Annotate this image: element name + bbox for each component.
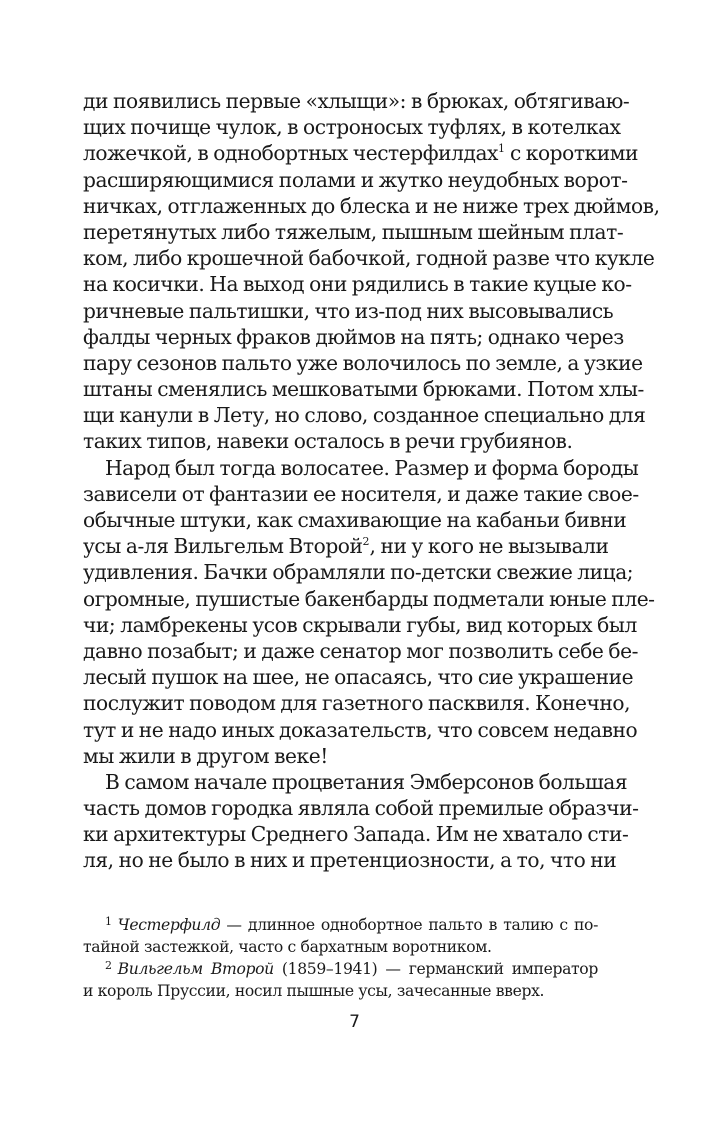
- text-line: щи канули в Лету, но слово, созданное специально для: [83, 403, 646, 428]
- text-line: на косички. На выход они рядились в такие куцые ко-: [83, 272, 632, 297]
- footnote-ref-2[interactable]: 2: [362, 535, 370, 549]
- footnote-line: тайной застежкой, часто с бархатным воротником.: [83, 938, 492, 956]
- footnote-text: — длинное однобортное пальто в талию с по-: [220, 916, 598, 934]
- text-segment: с короткими: [504, 141, 638, 166]
- text-line: ди появились первые «хлыщи»: в брюках, обтягиваю-: [83, 89, 630, 113]
- text-line: пару сезонов пальто уже волочилось по земле, а узкие: [83, 350, 643, 375]
- footnote-2: [83, 958, 598, 1002]
- paragraph: [83, 455, 655, 769]
- text-line: мы жили в другом веке!: [83, 743, 328, 768]
- text-line: давно позабыт; и даже сенатор мог позволить себе бе-: [83, 638, 638, 663]
- footnotes: [83, 914, 598, 1002]
- text-line: ля, но не было в них и претенциозности, а то, что ни: [83, 848, 617, 873]
- text-line: В самом начале процветания Эмберсонов большая: [105, 769, 628, 794]
- page-number: 7: [349, 1012, 360, 1032]
- text-line: ричневые пальтишки, что из-под них высовывались: [83, 298, 614, 323]
- footnote-number: 1: [105, 915, 112, 928]
- text-line: [83, 140, 638, 166]
- text-line: лесый пушок на шее, не опасаясь, что сие украшение: [83, 665, 634, 690]
- footnote-term: Вильгельм Второй: [117, 960, 274, 978]
- text-segment: усы а-ля Вильгельм Второй: [83, 534, 363, 559]
- footnote-text: (1859–1941) — германский император: [273, 960, 598, 978]
- text-line: [83, 533, 609, 559]
- text-line: щих почище чулок, в остроносых туфлях, в котелках: [83, 115, 621, 140]
- text-line: послужит поводом для газетного пасквиля. Конечно,: [83, 691, 631, 716]
- text-line: часть домов городка являла собой премилые образчи-: [83, 796, 639, 821]
- text-line: Народ был тогда волосатее. Размер и форма бороды: [105, 455, 639, 480]
- footnote-1: [83, 914, 598, 958]
- text-line: чи; ламбрекены усов скрывали губы, вид которых был: [83, 612, 637, 637]
- text-line: ком, либо крошечной бабочкой, годной разве что кукле: [83, 246, 655, 271]
- text-line: перетянутых либо тяжелым, пышным шейным плат-: [83, 219, 624, 244]
- footnote-line: [83, 958, 598, 980]
- text-line: таких типов, навеки осталось в речи грубиянов.: [83, 429, 573, 454]
- main-text: [83, 88, 660, 874]
- text-segment: , ни у кого не вызывали: [369, 534, 609, 559]
- paragraph: [83, 769, 639, 874]
- text-line: ничках, отглаженных до блеска и не ниже трех дюймов,: [83, 193, 660, 218]
- text-line: фалды черных фраков дюймов на пять; однако через: [83, 324, 624, 349]
- paragraph: [83, 88, 660, 455]
- text-line: расширяющимися полами и жутко неудобных ворот-: [83, 167, 628, 192]
- text-line: штаны сменялись мешковатыми брюками. Потом хлы-: [83, 377, 644, 402]
- text-line: тут и не надо иных доказательств, что совсем недавно: [83, 717, 638, 742]
- text-line: удивления. Бачки обрамляли по-детски свежие лица;: [83, 560, 634, 585]
- footnote-line: и король Пруссии, носил пышные усы, зачесанные вверх.: [83, 982, 545, 1000]
- text-line: обычные штуки, как смахивающие на кабаньи бивни: [83, 508, 627, 532]
- footnote-term: Честерфилд: [117, 916, 221, 934]
- footnote-line: [83, 914, 598, 936]
- text-line: огромные, пушистые бакенбарды подметали юные пле-: [83, 586, 655, 611]
- text-line: зависели от фантазии ее носителя, и даже такие свое-: [83, 481, 639, 506]
- footnote-ref-1[interactable]: 1: [497, 142, 505, 156]
- text-segment: ложечкой, в однобортных честерфилдах: [83, 141, 498, 166]
- footnote-number: 2: [105, 959, 112, 972]
- text-line: ки архитектуры Среднего Запада. Им не хватало сти-: [83, 822, 629, 847]
